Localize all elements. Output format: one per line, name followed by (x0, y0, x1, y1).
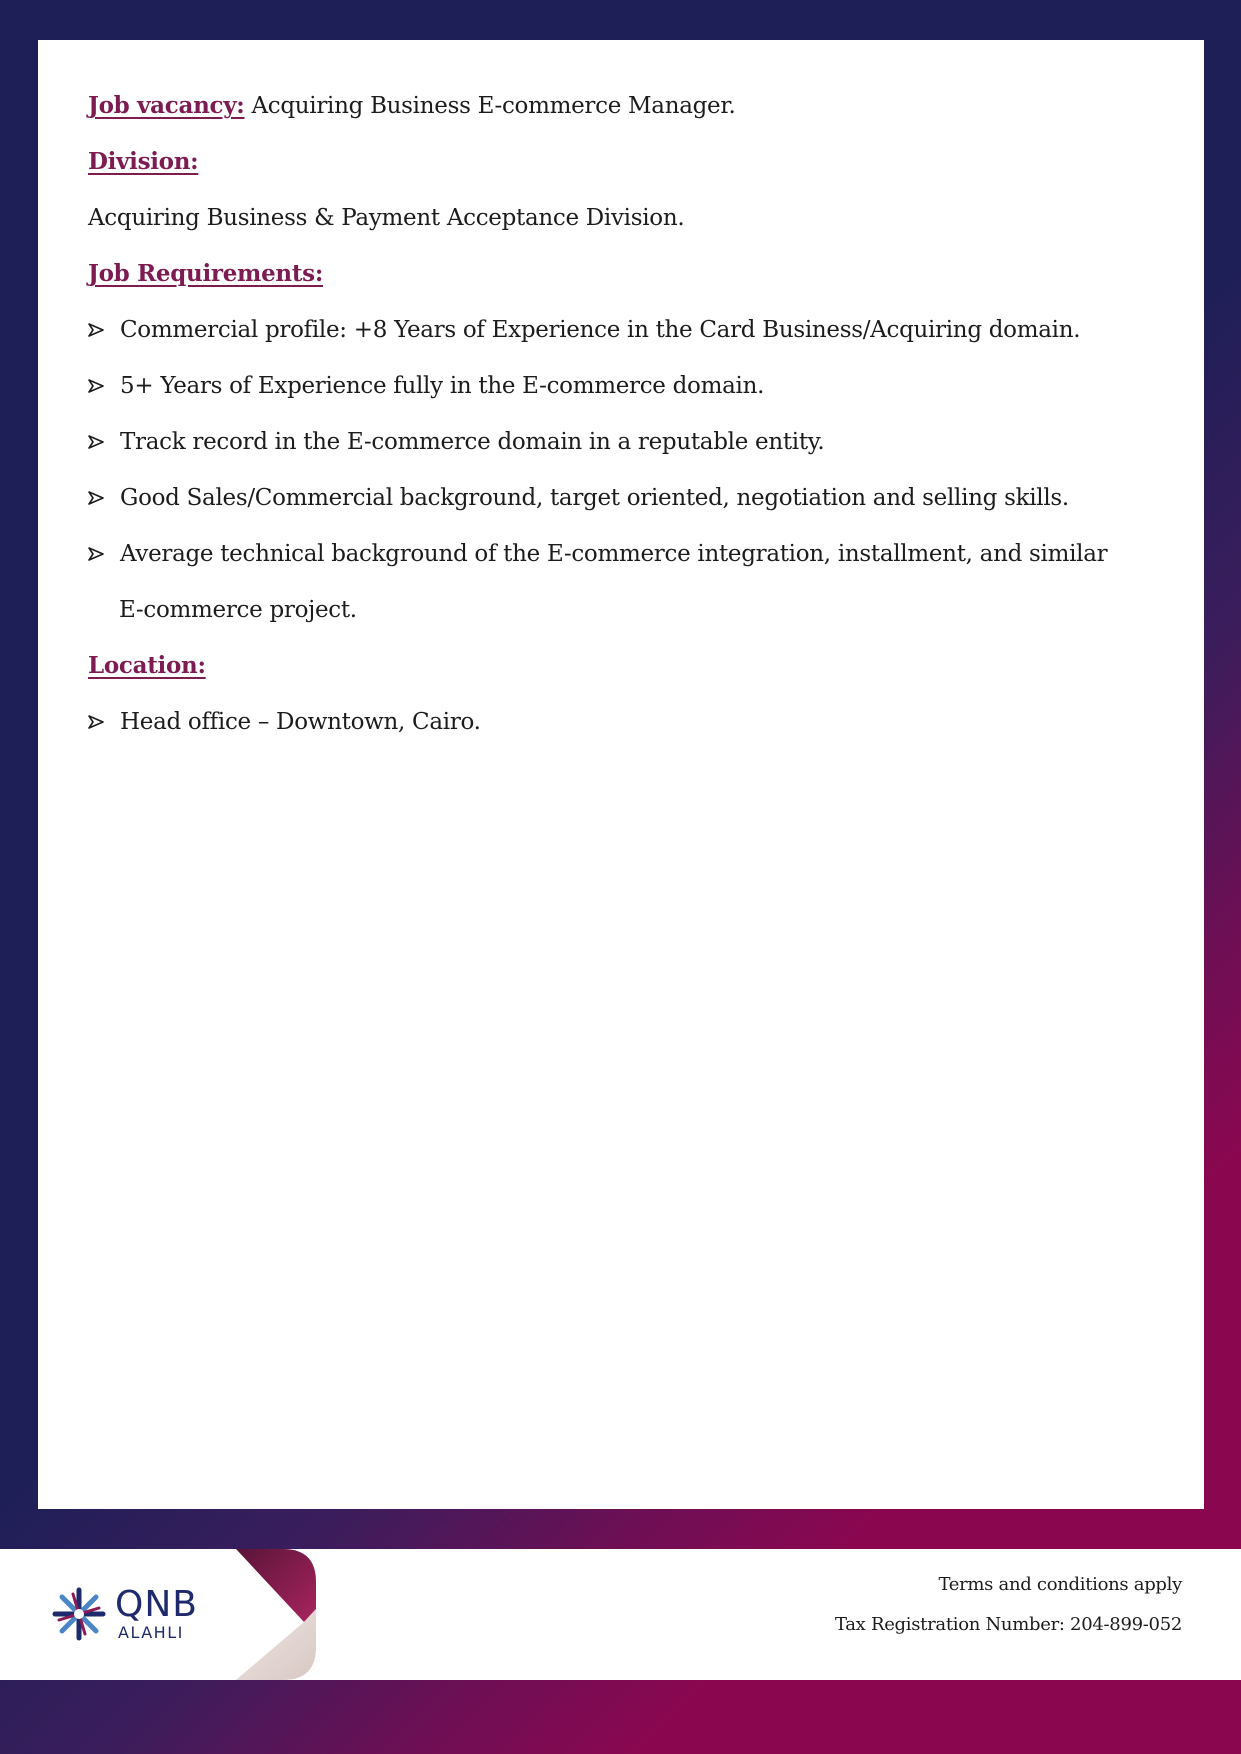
requirement-text: Good Sales/Commercial background, target oriented, negotiation and selling skills. (120, 485, 1069, 511)
logo-wordmark-secondary: ALAHLI (118, 1623, 184, 1642)
requirement-continuation-text: E-commerce project. (119, 597, 357, 623)
arrowhead-bullet-icon (88, 491, 104, 505)
division-label: Division: (88, 148, 199, 175)
job-vacancy-value: Acquiring Business E-commerce Manager. (251, 93, 736, 119)
requirement-item (88, 430, 1164, 486)
location-item (88, 710, 1164, 766)
requirement-text: Track record in the E-commerce domain in a reputable entity. (120, 429, 825, 455)
document-content (88, 94, 1164, 766)
division-heading-line (88, 150, 1164, 206)
footer-band (0, 1549, 1241, 1680)
requirement-item (88, 374, 1164, 430)
requirement-item (88, 542, 1164, 598)
job-vacancy-label: Job vacancy: (88, 92, 245, 119)
job-vacancy-line (88, 94, 1164, 150)
arrowhead-bullet-icon (88, 323, 104, 337)
document-page (38, 40, 1204, 1509)
requirement-text: 5+ Years of Experience fully in the E-commerce domain. (120, 373, 765, 399)
requirement-continuation-line (88, 598, 1164, 654)
division-value-line (88, 206, 1164, 262)
location-label: Location: (88, 652, 206, 679)
arrowhead-bullet-icon (88, 435, 104, 449)
location-text: Head office – Downtown, Cairo. (120, 709, 481, 735)
requirements-heading-line (88, 262, 1164, 318)
arrowhead-bullet-icon (88, 547, 104, 561)
requirement-item (88, 486, 1164, 542)
location-heading-line (88, 654, 1164, 710)
logo-wordmark-primary: QNB (115, 1584, 198, 1625)
requirement-text: Commercial profile: +8 Years of Experience in the Card Business/Acquiring domain. (120, 317, 1081, 343)
decorative-ribbon (236, 1549, 326, 1680)
tax-registration: Tax Registration Number: 204-899-052 (834, 1614, 1182, 1635)
qnb-alahli-logo (52, 1584, 212, 1647)
arrowhead-bullet-icon (88, 379, 104, 393)
footer-text-block (835, 1573, 1182, 1653)
requirement-item (88, 318, 1164, 374)
division-value: Acquiring Business & Payment Acceptance Division. (88, 205, 685, 231)
requirement-text: Average technical background of the E-commerce integration, installment, and similar (120, 541, 1108, 567)
requirements-label: Job Requirements: (88, 260, 324, 287)
qnb-star-logo-icon (52, 1587, 106, 1641)
terms-note: Terms and conditions apply (938, 1574, 1182, 1595)
arrowhead-bullet-icon (88, 715, 104, 729)
